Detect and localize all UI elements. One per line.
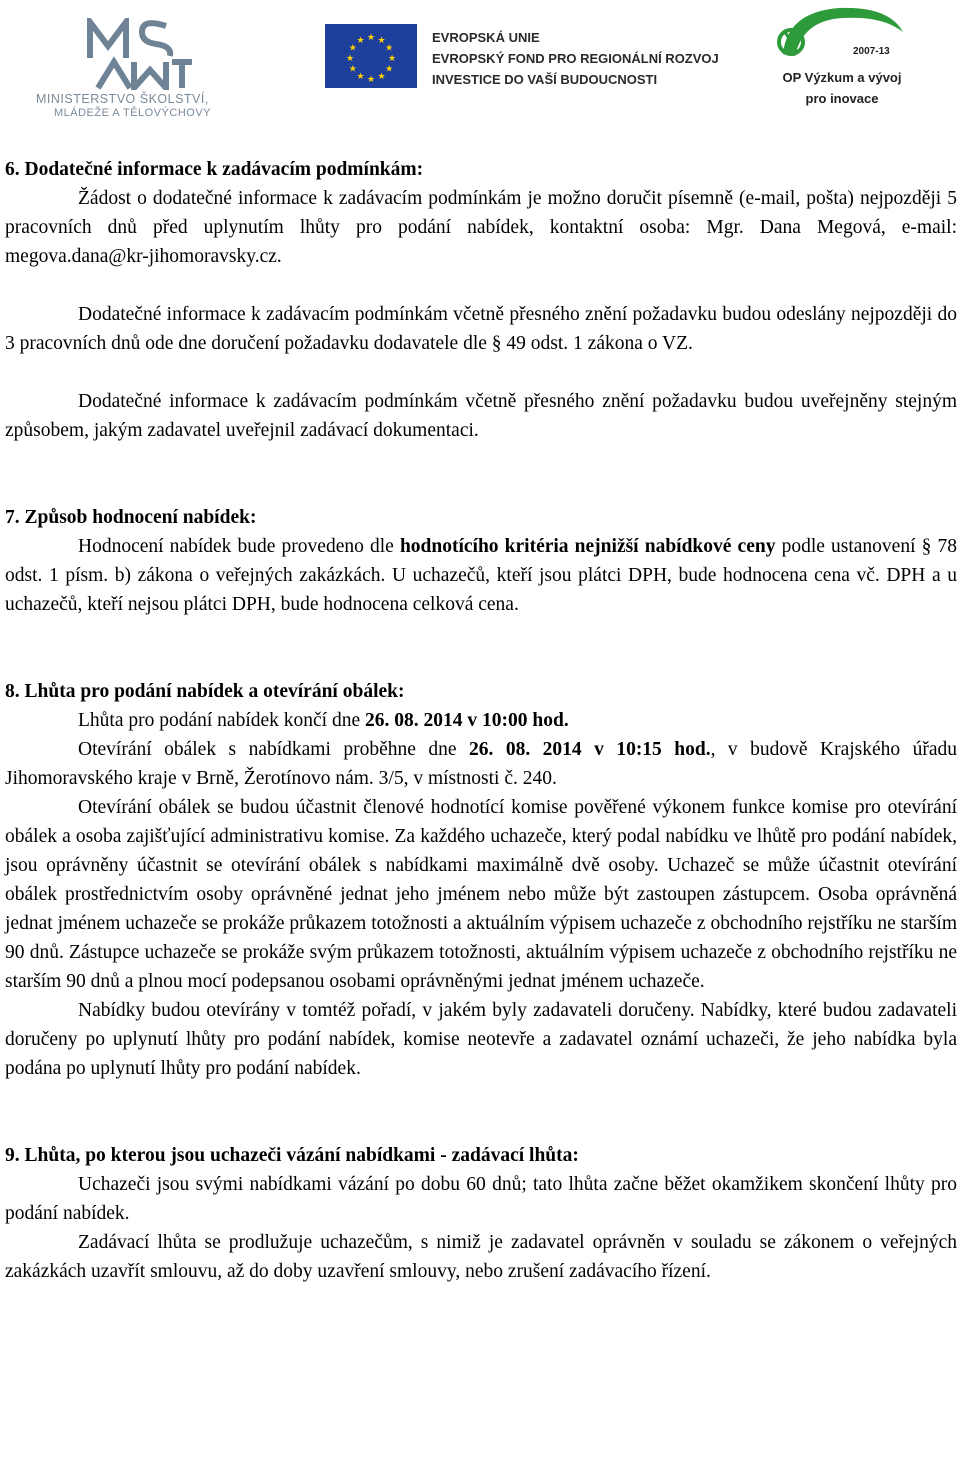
svg-text:★: ★ [366,33,376,43]
section-8-deadline-date: 26. 08. 2014 v 10:00 hod. [365,710,569,731]
svg-text:★: ★ [348,43,357,54]
eu-name: EVROPSKÁ UNIE [432,30,540,45]
section-9-heading: 9. Lhůta, po kterou jsou uchazeči vázání nabídkami - zadávací lhůta: [5,1145,579,1166]
section-8-opening-date: 26. 08. 2014 v 10:15 hod. [468,739,711,760]
svg-text:★: ★ [345,54,355,64]
op-swoosh-icon [777,2,912,72]
section-8-deadline-text: Lhůta pro podání nabídek končí dne [78,710,366,731]
section-9-paragraph-1: Uchazeči jsou svými nabídkami vázání po dobu 60 dnů; tato lhůta začne běžet okamžikem skončení lhůty pro podání nabídek. [5,1174,957,1224]
svg-text:★: ★ [385,43,394,54]
section-7-text-c: podle ustanovení § 78 odst. 1 písm. b) zákona o veřejných zakázkách. U uchazečů, kteří jsou plátci DPH, bude hodnocena cena vč. DPH a u uchazečů, kteří nejsou plátci DPH, bude hodnocena celková cena. [5,536,957,615]
section-7-criterion: hodnotícího kritéria nejnižší nabídkové ceny [399,536,776,557]
svg-text:★: ★ [377,72,386,83]
section-6-paragraph-1: Žádost o dodatečné informace k zadávacím podmínkám je možno doručit písemně (e-mail, pošta) nejpozději 5 pracovních dnů před uplynutím lhůty pro podání nabídek, kontaktní osoba: Mgr. Dana Megová, e-mail: megova.dana@kr-jihomoravsky.cz. [5,188,957,267]
msmt-name-line2: MLÁDEŽE A TĚLOVÝCHOVY [54,107,212,119]
svg-text:★: ★ [366,75,376,85]
section-6-paragraph-2: Dodatečné informace k zadávacím podmínkám včetně přesného znění požadavku budou odeslány nejpozději do 3 pracovních dnů ode dne doručení požadavku dodavatele dle § 49 odst. 1 zákona o VZ. [5,304,957,354]
section-8-opening [5,735,957,793]
section-8-paragraph-3: Otevírání obálek se budou účastnit členové hodnotící komise pověřené výkonem funkce komise pro otevírání obálek a osoba zajišťující administrativu komise. Za každého uchazeče, který podal nabídku ve lhůtě pro podání nabídek, jsou oprávněny účastnit se otevírání obálek s nabídkami maximálně dvě osoby. Uchazeč se může účastnit otevírání obálek prostřednictvím osoby oprávněné jednat jeho jménem nebo může být zastoupen zástupcem. Osoba oprávněná jednat jménem uchazeče se prokáže průkazem totožnosti a aktuálním výpisem uchazeče z obchodního rejstříku ne starším 90 dnů. Zástupce uchazeče se prokáže svým průkazem totožnosti, aktuálním výpisem uchazeče z obchodního rejstříku ne starším 90 dnů a plnou mocí podepsanou osobami oprávněnými jednat jménem uchazeče. [5,797,957,992]
section-8-paragraph-4: Nabídky budou otevírány v tomtéž pořadí, v jakém byly zadavateli doručeny. Nabídky, které budou zadavateli doručeny po uplynutí lhůty pro podání nabídek, komise neotevře a zadavatel oznámí uchazeči, že jeho nabídka byla podána po uplynutí lhůty pro podání nabídek. [5,1000,957,1079]
section-8-opening-text: Otevírání obálek s nabídkami proběhne dne [78,739,469,760]
section-7-paragraph-1 [5,532,957,619]
op-name-line1: OP Výzkum a vývoj [782,70,902,85]
section-8-heading: 8. Lhůta pro podání nabídek a otevírání obálek: [5,681,405,702]
msmt-name-line1: MINISTERSTVO ŠKOLSTVÍ, [36,92,209,106]
svg-text:★: ★ [385,64,394,75]
svg-text:★: ★ [377,35,386,46]
svg-text:★: ★ [356,35,365,46]
section-9-paragraph-2: Zadávací lhůta se prodlužuje uchazečům, s nimiž je zadavatel oprávněn v souladu se zákonem o veřejných zakázkách uzavřít smlouvu, až do doby uzavření smlouvy, nebo zrušení zadávacího řízení. [5,1232,957,1282]
svg-text:★: ★ [348,64,357,75]
svg-text:★: ★ [356,72,365,83]
op-years: 2007-13 [853,46,890,57]
op-vavpi-logo [777,2,917,112]
section-6-heading: 6. Dodatečné informace k zadávacím podmínkám: [5,159,424,180]
eu-logo [325,24,725,94]
eu-flag-icon [325,24,417,88]
document-body [5,155,957,1286]
msmt-emblem-icon [84,18,194,90]
eu-slogan: INVESTICE DO VAŠÍ BUDOUCNOSTI [432,72,658,87]
section-7-heading: 7. Způsob hodnocení nabídek: [5,507,257,528]
eu-fund-name: EVROPSKÝ FOND PRO REGIONÁLNÍ ROZVOJ [432,51,719,66]
svg-text:★: ★ [387,54,397,64]
op-name-line2: pro inovace [805,91,879,106]
section-8-opening-place: , v budově Krajského úřadu Jihomoravského kraje v Brně, Žerotínovo nám. 3/5, v místnosti č. 240. [5,739,957,789]
msmt-logo [34,18,239,118]
section-7-text-a: Hodnocení nabídek bude provedeno dle [78,536,400,557]
section-8-deadline [5,706,957,735]
section-6-paragraph-3: Dodatečné informace k zadávacím podmínkám včetně přesného znění požadavku budou uveřejněny stejným způsobem, jakým zadavatel uveřejnil zadávací dokumentaci. [5,391,957,441]
